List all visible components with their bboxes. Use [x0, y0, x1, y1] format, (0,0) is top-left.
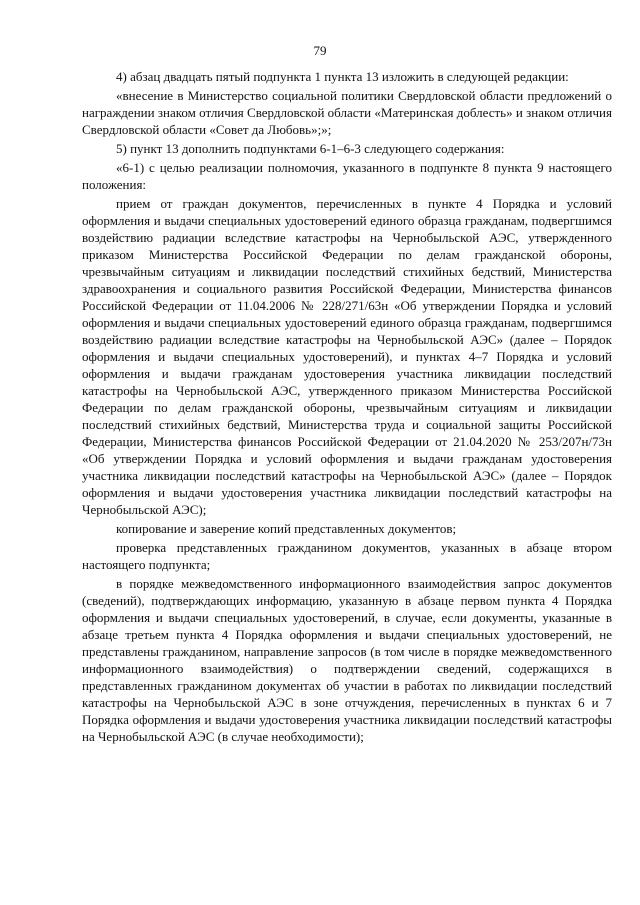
document-body: [82, 68, 612, 747]
paragraph-subitem-6-1: «6-1) с целью реализации полномочия, указанного в подпункте 8 пункта 9 настоящего положения:: [82, 160, 612, 192]
paragraph-quoted-award-text: «внесение в Министерство социальной политики Свердловской области предложений о награждении знаком отличия Свердловской области «Материнская доблесть» и знаком отличия Свердловской области «Совет да Любовь»;»;: [82, 88, 612, 137]
paragraph-item-5: 5) пункт 13 дополнить подпунктами 6-1–6-3 следующего содержания:: [116, 141, 505, 156]
paragraph-item-4: 4) абзац двадцать пятый подпункта 1 пункта 13 изложить в следующей редакции:: [116, 69, 569, 84]
paragraph-copy-certification: копирование и заверение копий представленных документов;: [116, 521, 457, 536]
paragraph-document-intake: прием от граждан документов, перечисленных в пункте 4 Порядка и условий оформления и выдачи специальных удостоверений единого образца гражданам, подвергшимся воздействию радиации вследствие катастрофы на Чернобыльской АЭС, утвержденного приказом Министерства Российской Федерации по делам гражданской обороны, чрезвычайным ситуациям и ликвидации последствий стихийных бедствий, Министерства здравоохранения и социального развития Российской Федерации, Министерства финансов Российской Федерации от 11.04.2006 № 228/271/63н «Об утверждении Порядка и условий оформления и выдачи специальных удостоверений единого образца гражданам, подвергшимся воздействию радиации вследствие катастрофы на Чернобыльской АЭС» (далее – Порядок оформления и выдачи специальных удостоверений), и пунктах 4–7 Порядка и условий оформления и выдачи гражданам удостоверения участника ликвидации последствий катастрофы на Чернобыльской АЭС, утвержденного приказом Министерства Российской Федерации по делам гражданской обороны, чрезвычайным ситуациям и ликвидации последствий стихийных бедствий, Министерства труда и социальной защиты Российской Федерации, Министерства финансов Российской Федерации от 21.04.2020 № 253/207н/73н «Об утверждении Порядка и условий оформления и выдачи гражданам удостоверения участника ликвидации последствий катастрофы на Чернобыльской АЭС» (далее – Порядок оформления и выдачи удостоверения участника ликвидации последствий катастрофы на Чернобыльской АЭС);: [82, 196, 612, 517]
page-number: 79: [313, 43, 327, 58]
paragraph-interagency-request: в порядке межведомственного информационного взаимодействия запрос документов (сведений), подтверждающих информацию, указанную в абзаце первом пункта 4 Порядка оформления и выдачи специальных удостоверений, в случае, если документы, указанные в абзаце третьем пункта 4 Порядка оформления и выдачи специальных удостоверений, не представлены гражданином, направление запросов (в том числе в порядке межведомственного информационного взаимодействия) о подтверждении сведений, содержащихся в представленных гражданином документах об участии в работах по ликвидации последствий катастрофы на Чернобыльской АЭС в зоне отчуждения, перечисленных в пунктах 6 и 7 Порядка оформления и выдачи удостоверения участника ликвидации последствий катастрофы на Чернобыльской АЭС (в случае необходимости);: [82, 576, 612, 744]
paragraph-document-check: проверка представленных гражданином документов, указанных в абзаце втором настоящего подпункта;: [82, 540, 612, 572]
